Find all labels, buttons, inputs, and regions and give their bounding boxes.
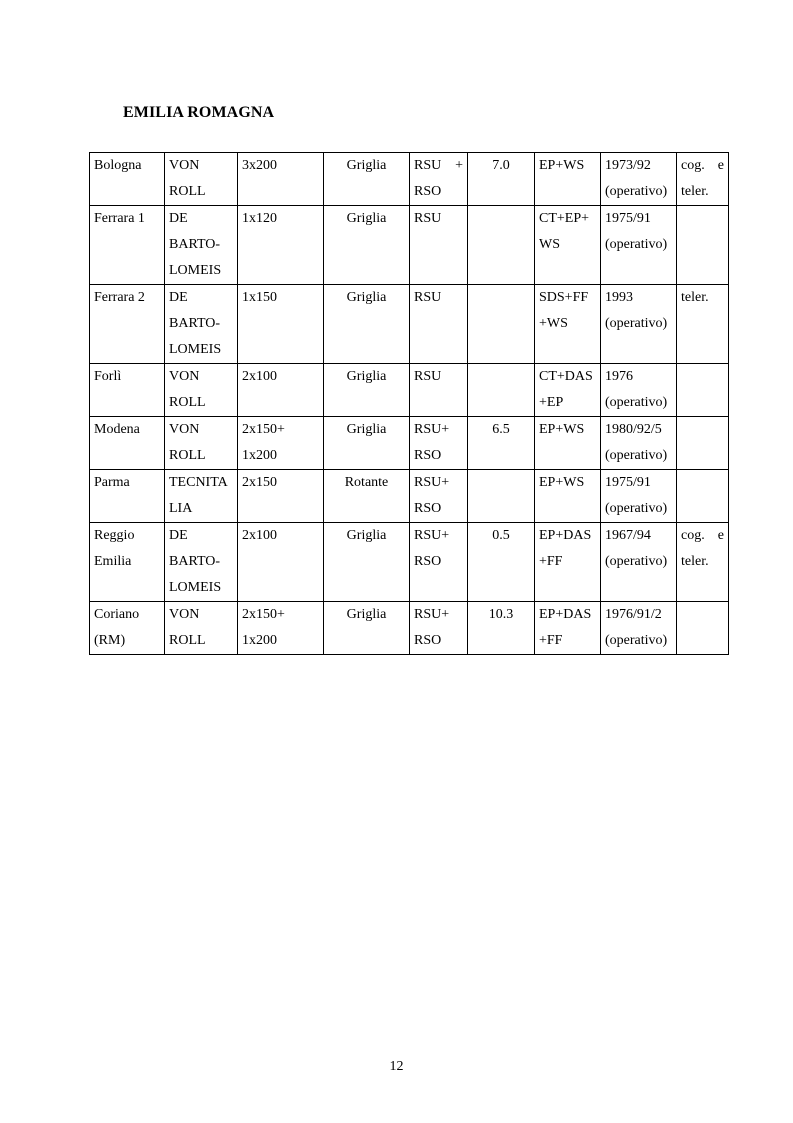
cell-line: 1993 [605,290,633,305]
cell-notes [677,417,729,470]
cell-lines [238,470,324,523]
cell-line: RSU+ [414,422,450,437]
cell-lines [238,523,324,602]
cell-line: WS [539,237,560,252]
cell-line: 1980/92/5 [605,422,662,437]
cell-line: EP+WS [539,158,585,173]
cell-waste-type [410,364,468,417]
cell-line: DE [169,211,188,226]
section-title: EMILIA ROMAGNA [123,104,275,121]
cell-maker [165,523,238,602]
cell-line: TECNITA [169,475,228,490]
table-row [90,206,729,285]
cell-year-status [601,364,677,417]
cell-line: 10.3 [488,607,514,622]
cell-line: 1976 [605,369,633,384]
cell-percentage [468,417,535,470]
cell-line: teler. [681,184,709,199]
cell-line: 2x100 [242,528,277,543]
table-body [90,153,729,655]
table-row [90,470,729,523]
cell-line: VON [169,607,200,622]
incinerator-table [89,152,729,655]
cell-line: Griglia [346,422,387,437]
cell-line: cog. e [681,158,724,173]
cell-line: LIA [169,501,193,516]
cell-year-status [601,470,677,523]
page-number: 12 [389,1059,404,1074]
cell-city [90,523,165,602]
cell-line: +EP [539,395,564,410]
cell-city [90,417,165,470]
cell-line: EP+WS [539,475,585,490]
cell-line: 1x200 [242,633,277,648]
cell-percentage [468,602,535,655]
cell-year-status [601,285,677,364]
cell-line: (operativo) [605,448,668,463]
cell-lines [238,602,324,655]
cell-line: BARTO- [169,316,221,331]
cell-city [90,364,165,417]
cell-line: CT+EP+ [539,211,590,226]
cell-line: (operativo) [605,316,668,331]
cell-line: LOMEIS [169,342,222,357]
cell-treatment [535,364,601,417]
cell-line: RSU+ [414,607,450,622]
cell-line: 1967/94 [605,528,651,543]
cell-line: (operativo) [605,184,668,199]
cell-line: +FF [539,633,563,648]
cell-line: ROLL [169,184,206,199]
cell-line: Griglia [346,369,387,384]
cell-waste-type [410,153,468,206]
cell-maker [165,364,238,417]
cell-grate-type [324,602,410,655]
cell-percentage [468,153,535,206]
cell-year-status [601,206,677,285]
cell-year-status [601,417,677,470]
cell-treatment [535,153,601,206]
cell-line: (operativo) [605,633,668,648]
cell-line: +WS [539,316,568,331]
cell-line: BARTO- [169,237,221,252]
cell-line: Bologna [94,158,142,173]
cell-maker [165,206,238,285]
cell-line: (operativo) [605,395,668,410]
cell-line: teler. [681,290,709,305]
cell-line: Forlì [94,369,122,384]
cell-waste-type [410,470,468,523]
cell-line: 0.5 [492,528,510,543]
cell-treatment [535,523,601,602]
cell-line: RSU [414,211,442,226]
cell-year-status [601,153,677,206]
cell-line: 2x100 [242,369,277,384]
cell-notes [677,153,729,206]
cell-line: EP+WS [539,422,585,437]
cell-line: EP+DAS [539,607,592,622]
cell-line: +FF [539,554,563,569]
table-row [90,285,729,364]
cell-line: RSO [414,184,442,199]
cell-grate-type [324,206,410,285]
cell-treatment [535,206,601,285]
cell-line: Griglia [346,528,387,543]
table-row [90,153,729,206]
cell-line: RSO [414,448,442,463]
cell-percentage [468,206,535,285]
cell-line: 1975/91 [605,211,651,226]
cell-line: Ferrara 1 [94,211,145,226]
cell-line: 2x150+ [242,422,285,437]
cell-line: RSO [414,554,442,569]
cell-line: DE [169,528,188,543]
cell-grate-type [324,153,410,206]
cell-grate-type [324,285,410,364]
cell-line: 1973/92 [605,158,651,173]
cell-line: CT+DAS [539,369,593,384]
cell-maker [165,153,238,206]
cell-line: LOMEIS [169,263,222,278]
cell-line: (operativo) [605,237,668,252]
cell-line: 2x150+ [242,607,285,622]
cell-notes [677,364,729,417]
cell-year-status [601,602,677,655]
cell-waste-type [410,417,468,470]
cell-percentage [468,285,535,364]
cell-maker [165,285,238,364]
cell-line: ROLL [169,448,206,463]
cell-line: RSO [414,633,442,648]
cell-line: teler. [681,554,709,569]
cell-city [90,470,165,523]
cell-notes [677,523,729,602]
cell-line: 7.0 [492,158,510,173]
cell-line: SDS+FF [539,290,589,305]
cell-line: Rotante [344,475,389,490]
cell-line: VON [169,422,200,437]
cell-line: ROLL [169,395,206,410]
cell-treatment [535,602,601,655]
cell-line: 2x150 [242,475,277,490]
cell-line: (operativo) [605,554,668,569]
table-row [90,417,729,470]
cell-lines [238,364,324,417]
table-row [90,602,729,655]
cell-treatment [535,470,601,523]
cell-notes [677,285,729,364]
cell-line: RSO [414,501,442,516]
cell-line: DE [169,290,188,305]
cell-lines [238,285,324,364]
cell-line: Griglia [346,607,387,622]
cell-percentage [468,470,535,523]
cell-line: VON [169,369,200,384]
cell-line: cog. e [681,528,724,543]
cell-line: (operativo) [605,501,668,516]
cell-notes [677,602,729,655]
cell-percentage [468,523,535,602]
cell-line: LOMEIS [169,580,222,595]
cell-notes [677,470,729,523]
cell-line: Griglia [346,290,387,305]
cell-grate-type [324,523,410,602]
cell-line: VON [169,158,200,173]
cell-line: Griglia [346,211,387,226]
cell-lines [238,417,324,470]
cell-line: Griglia [346,158,387,173]
table-row [90,364,729,417]
cell-treatment [535,417,601,470]
cell-line: Emilia [94,554,132,569]
cell-city [90,602,165,655]
cell-waste-type [410,285,468,364]
cell-line: RSU + [414,158,463,173]
cell-lines [238,206,324,285]
cell-maker [165,602,238,655]
cell-city [90,206,165,285]
cell-line: ROLL [169,633,206,648]
cell-line: Parma [94,475,130,490]
cell-notes [677,206,729,285]
cell-line: EP+DAS [539,528,592,543]
cell-grate-type [324,470,410,523]
cell-lines [238,153,324,206]
cell-city [90,285,165,364]
cell-line: RSU [414,369,442,384]
cell-line: 1976/91/2 [605,607,662,622]
cell-year-status [601,523,677,602]
cell-city [90,153,165,206]
cell-line: RSU+ [414,528,450,543]
cell-treatment [535,285,601,364]
cell-line: 3x200 [242,158,277,173]
cell-maker [165,417,238,470]
cell-line: (RM) [94,633,126,648]
cell-maker [165,470,238,523]
cell-line: RSU [414,290,442,305]
cell-line: 1x200 [242,448,277,463]
cell-line: Coriano [94,607,140,622]
cell-line: 1x120 [242,211,277,226]
cell-grate-type [324,364,410,417]
cell-waste-type [410,602,468,655]
cell-line: 6.5 [492,422,510,437]
cell-line: RSU+ [414,475,450,490]
cell-percentage [468,364,535,417]
cell-line: 1x150 [242,290,277,305]
cell-line: Reggio [94,528,135,543]
cell-line: Ferrara 2 [94,290,145,305]
cell-waste-type [410,206,468,285]
cell-line: BARTO- [169,554,221,569]
cell-line: Modena [94,422,140,437]
cell-grate-type [324,417,410,470]
cell-waste-type [410,523,468,602]
cell-line: 1975/91 [605,475,651,490]
table-row [90,523,729,602]
